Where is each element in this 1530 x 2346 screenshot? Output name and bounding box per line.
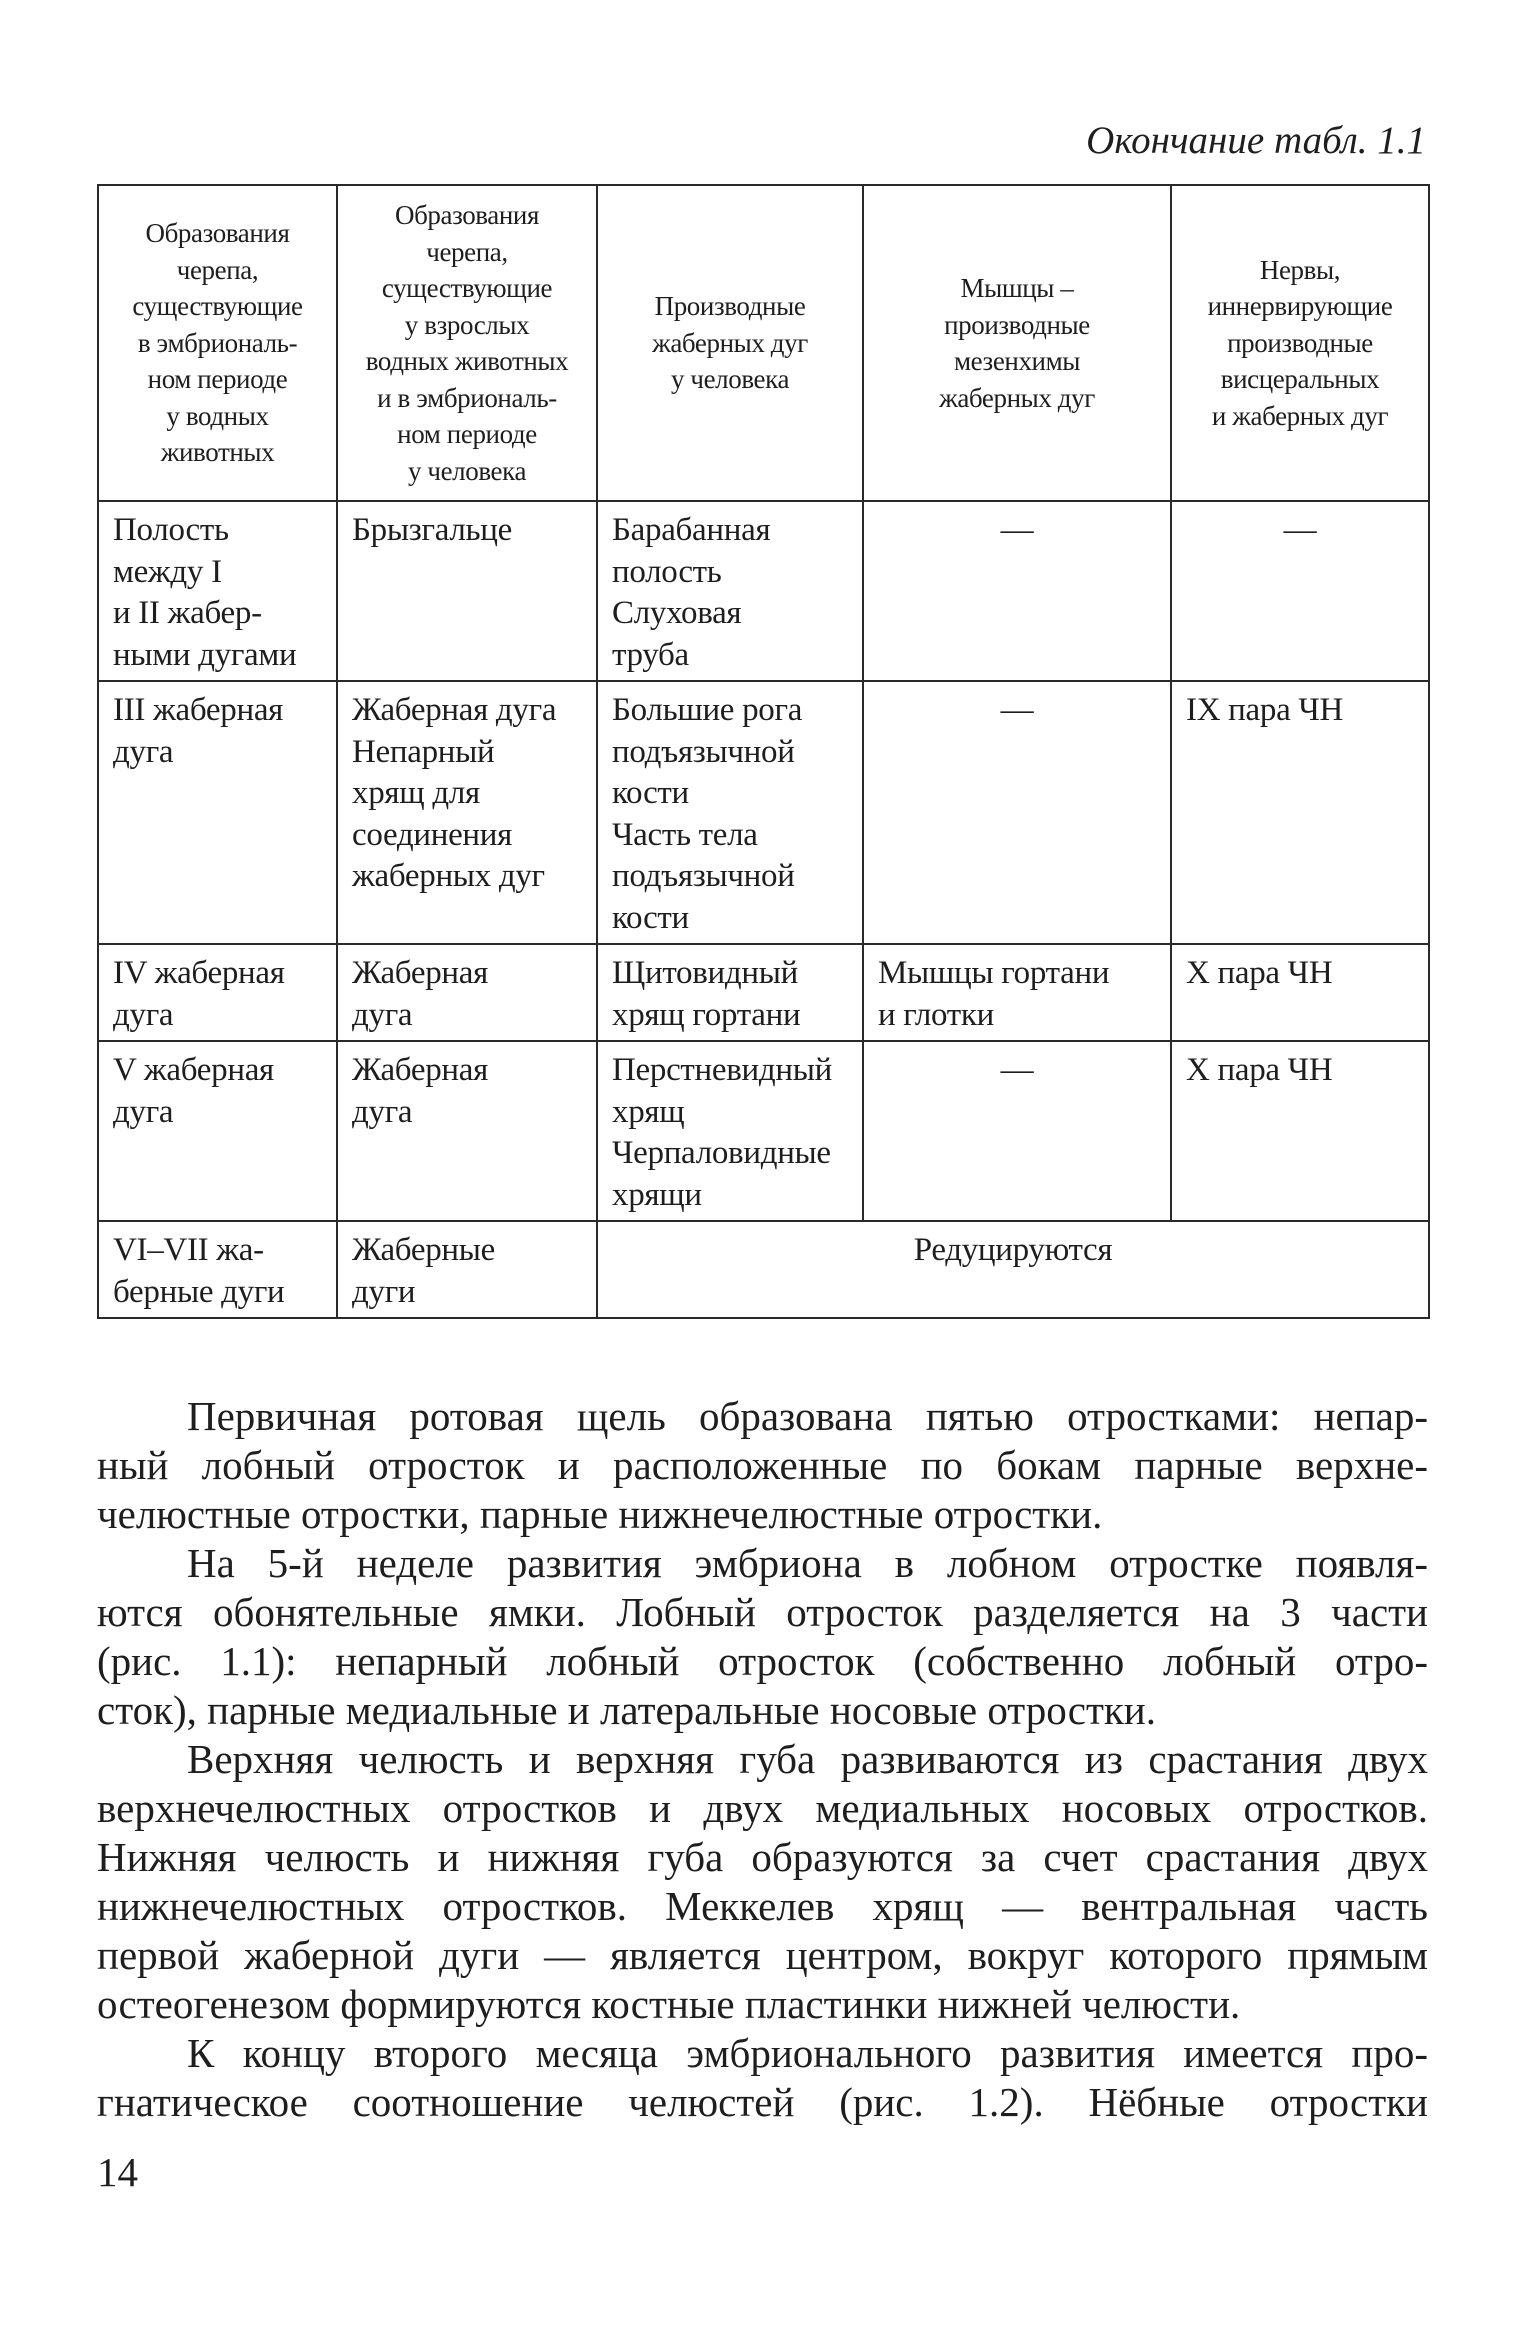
table-row bbox=[98, 1221, 1429, 1318]
text-line: К концу второго месяца эмбрионального развития имеется про- bbox=[187, 2030, 1428, 2076]
table-cell: VI–VII жа- берные дуги bbox=[98, 1221, 337, 1318]
table-cell: — bbox=[863, 1041, 1171, 1221]
page-number: 14 bbox=[97, 2149, 138, 2195]
table-row bbox=[98, 1041, 1429, 1221]
table-row bbox=[98, 681, 1429, 944]
text-line: ный лобный отросток и расположенные по бокам парные верхне- bbox=[97, 1442, 1428, 1488]
table-cell: IV жаберная дуга bbox=[98, 944, 337, 1041]
paragraph bbox=[97, 1539, 1428, 1735]
paragraph bbox=[97, 1392, 1428, 1539]
text-line: Первичная ротовая щель образована пятью отростками: непар- bbox=[187, 1393, 1428, 1439]
table-cell: Мышцы гортани и глотки bbox=[863, 944, 1171, 1041]
paragraph bbox=[97, 2029, 1428, 2127]
table-row bbox=[98, 944, 1429, 1041]
text-line: Верхняя челюсть и верхняя губа развиваются из срастания двух bbox=[187, 1736, 1428, 1782]
table-cell: Жаберная дуга bbox=[337, 1041, 597, 1221]
column-header: Образования черепа, существующие в эмбриональ- ном периоде у водных животных bbox=[98, 185, 337, 501]
text-line: (рис. 1.1): непарный лобный отросток (собственно лобный отро- bbox=[97, 1638, 1428, 1684]
text-line: ются обонятельные ямки. Лобный отросток разделяется на 3 части bbox=[97, 1589, 1428, 1635]
table-cell: Брызгальце bbox=[337, 501, 597, 681]
branchial-arches-table bbox=[97, 184, 1430, 1319]
table-cell: — bbox=[1171, 501, 1429, 681]
table-cell: Жаберная дуга Непарный хрящ для соединения жаберных дуг bbox=[337, 681, 597, 944]
table-cell: Полость между I и II жабер- ными дугами bbox=[98, 501, 337, 681]
table-cell: III жаберная дуга bbox=[98, 681, 337, 944]
text-line: верхнечелюстных отростков и двух медиальных носовых отростков. bbox=[97, 1785, 1428, 1831]
text-line: нижнечелюстных отростков. Меккелев хрящ — вентральная часть bbox=[97, 1883, 1428, 1929]
table-cell: Жаберные дуги bbox=[337, 1221, 597, 1318]
table-cell: V жаберная дуга bbox=[98, 1041, 337, 1221]
table-cell: X пара ЧН bbox=[1171, 944, 1429, 1041]
table-cell: Барабанная полость Слуховая труба bbox=[597, 501, 863, 681]
column-header: Нервы, иннервирующие производные висцеральных и жаберных дуг bbox=[1171, 185, 1429, 501]
table-cell: X пара ЧН bbox=[1171, 1041, 1429, 1221]
table-cell: Перстневидный хрящ Черпаловидные хрящи bbox=[597, 1041, 863, 1221]
table-cell: Щитовидный хрящ гортани bbox=[597, 944, 863, 1041]
text-line: гнатическое соотношение челюстей (рис. 1.2). Нёбные отростки bbox=[97, 2079, 1428, 2125]
body-text bbox=[97, 1392, 1428, 2127]
table-cell: Редуцируются bbox=[597, 1221, 1429, 1318]
text-line: первой жаберной дуги — является центром, вокруг которого прямым bbox=[97, 1932, 1428, 1978]
text-line: сток), парные медиальные и латеральные носовые отростки. bbox=[97, 1687, 1156, 1733]
column-header: Производные жаберных дуг у человека bbox=[597, 185, 863, 501]
text-line: Нижняя челюсть и нижняя губа образуются за счет срастания двух bbox=[97, 1834, 1428, 1880]
text-line: На 5-й неделе развития эмбриона в лобном отростке появля- bbox=[187, 1540, 1428, 1586]
column-header: Мышцы – производные мезенхимы жаберных дуг bbox=[863, 185, 1171, 501]
table-header-row bbox=[98, 185, 1429, 501]
paragraph bbox=[97, 1735, 1428, 2029]
text-line: остеогенезом формируются костные пластинки нижней челюсти. bbox=[97, 1981, 1241, 2027]
table-cell: — bbox=[863, 501, 1171, 681]
table-row bbox=[98, 501, 1429, 681]
text-line: челюстные отростки, парные нижнечелюстные отростки. bbox=[97, 1491, 1103, 1537]
table-cell: IX пара ЧН bbox=[1171, 681, 1429, 944]
column-header: Образования черепа, существующие у взрослых водных животных и в эмбриональ- ном периоде у человека bbox=[337, 185, 597, 501]
table-continuation-caption: Окончание табл. 1.1 bbox=[1086, 119, 1426, 162]
table-cell: Жаберная дуга bbox=[337, 944, 597, 1041]
table-cell: Большие рога подъязычной кости Часть тела подъязычной кости bbox=[597, 681, 863, 944]
table-cell: — bbox=[863, 681, 1171, 944]
